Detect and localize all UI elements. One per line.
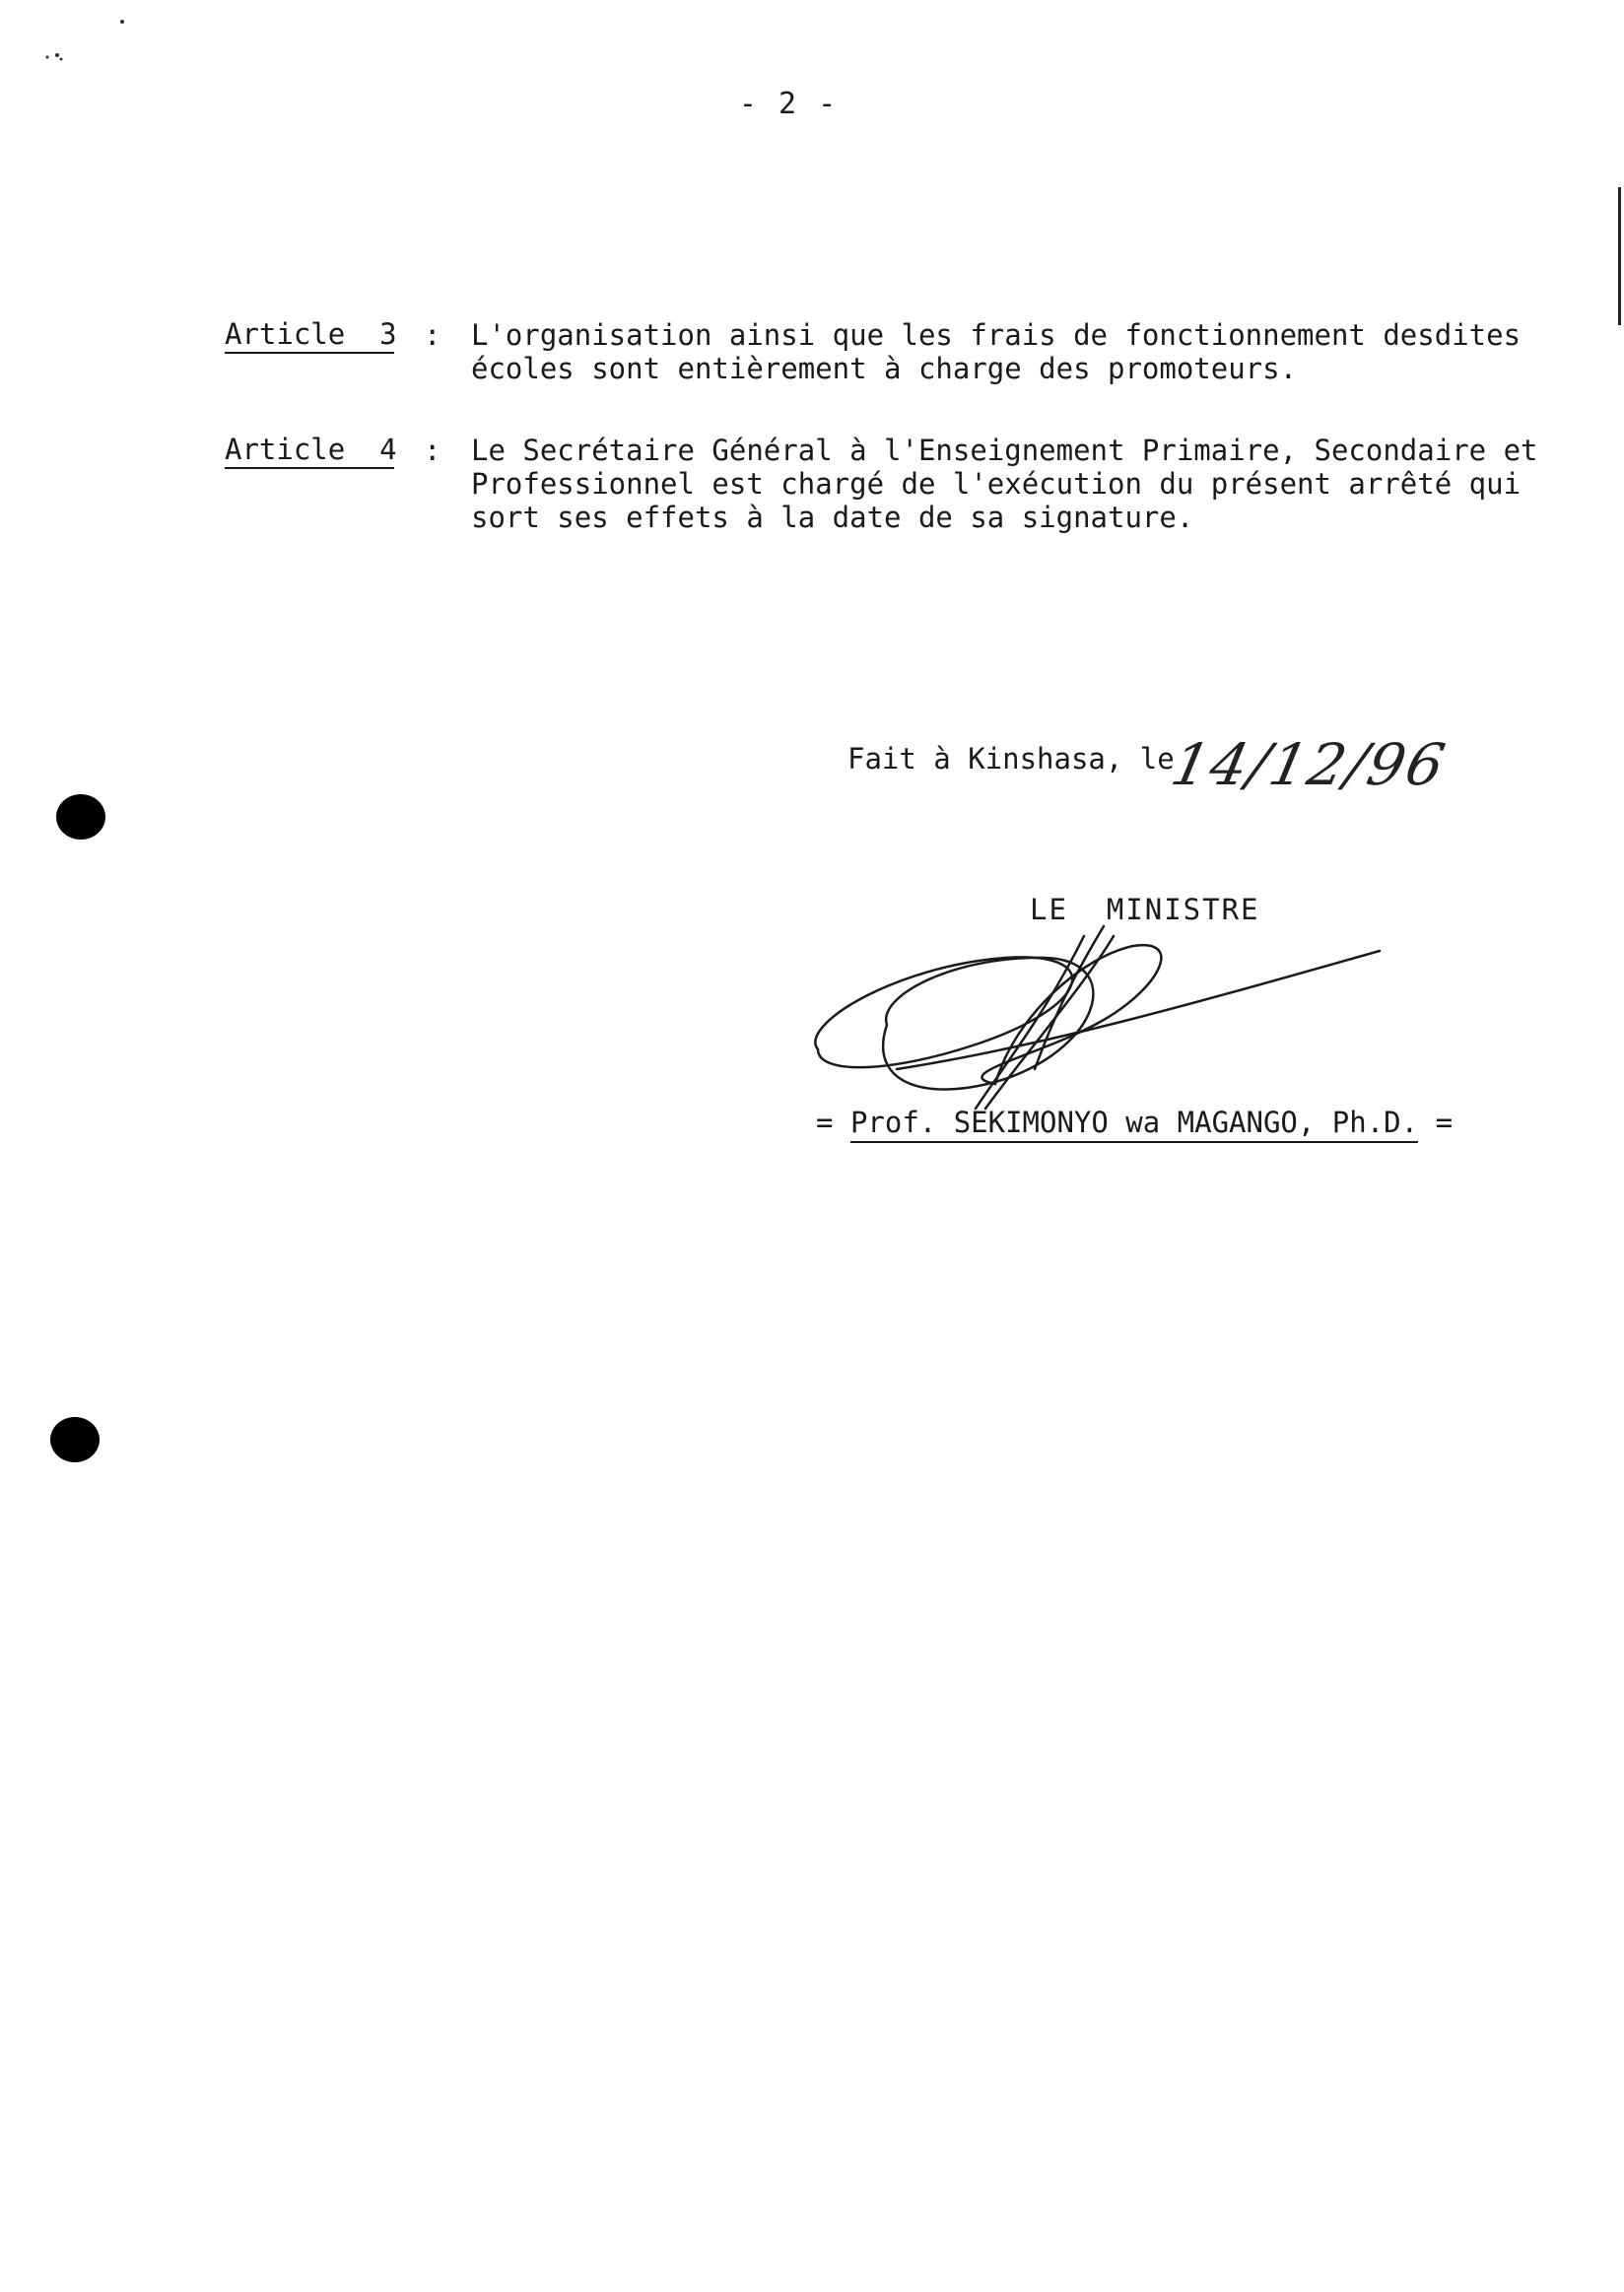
- punch-hole: [50, 1417, 100, 1462]
- article-line: L'organisation ainsi que les frais de fonctionnement desdites: [471, 318, 1522, 352]
- scan-edge-line: [1618, 187, 1621, 325]
- article-body: [471, 318, 1545, 385]
- signature: [808, 897, 1399, 1133]
- article-body: [471, 434, 1545, 534]
- article-line: sort ses effets à la date de sa signature.: [471, 501, 1194, 534]
- page-number: - 2 -: [738, 87, 839, 121]
- minister-title: LE MINISTRE: [1030, 893, 1260, 926]
- article-line: Le Secrétaire Général à l'Enseignement Primaire, Secondaire et: [471, 434, 1538, 467]
- article-line: Professionnel est chargé de l'exécution du présent arrêté qui: [471, 467, 1522, 501]
- signatory-name: Prof. SEKIMONYO wa MAGANGO, Ph.D.: [850, 1106, 1418, 1143]
- article-colon: :: [424, 434, 441, 467]
- article-colon: :: [424, 318, 441, 352]
- article-label: Article 4: [225, 434, 394, 469]
- signatory-line: [816, 1106, 1453, 1139]
- signatory-prefix: =: [816, 1106, 834, 1139]
- place-line: Fait à Kinshasa, le: [847, 742, 1175, 775]
- punch-hole: [56, 794, 105, 840]
- handwritten-date: 14/12/96: [1165, 731, 1453, 798]
- article-3: [225, 318, 1545, 397]
- article-4: [225, 434, 1545, 542]
- article-line: écoles sont entièrement à charge des promoteurs.: [471, 352, 1298, 385]
- signatory-suffix: =: [1435, 1106, 1454, 1139]
- scan-specks: [28, 10, 126, 69]
- article-label: Article 3: [225, 318, 394, 354]
